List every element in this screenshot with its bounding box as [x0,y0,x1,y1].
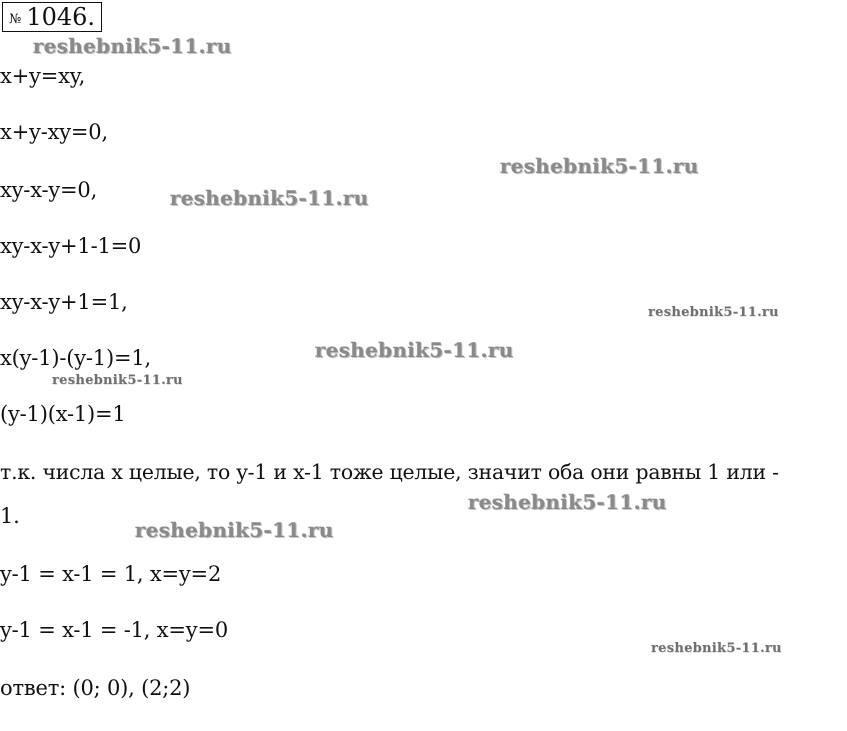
equation-line: xy-x-y+1=1, [0,290,128,314]
watermark: reshebnik5-11.ru [651,641,782,656]
equation-line: xy-x-y+1-1=0 [0,234,142,258]
solution-line: y-1 = x-1 = 1, x=y=2 [0,562,222,586]
watermark: reshebnik5-11.ru [315,338,514,362]
problem-number-box [2,2,102,32]
watermark: reshebnik5-11.ru [135,518,334,542]
equation-line: x+y=xy, [0,64,86,88]
watermark: reshebnik5-11.ru [170,186,369,210]
number-sign: № [9,11,22,27]
equation-line: x+y-xy=0, [0,120,108,144]
equation-line: x(y-1)-(y-1)=1, [0,346,151,370]
problem-number: 1046. [26,3,96,31]
answer-line: ответ: (0; 0), (2;2) [0,676,191,700]
equation-line: (y-1)(x-1)=1 [0,402,126,426]
explanation-line: т.к. числа x целые, то y-1 и x-1 тоже целые, значит оба они равны 1 или - [0,460,779,484]
watermark: reshebnik5-11.ru [468,490,667,514]
watermark: reshebnik5-11.ru [648,305,779,320]
watermark: reshebnik5-11.ru [500,154,699,178]
equation-line: xy-x-y=0, [0,178,98,202]
watermark: reshebnik5-11.ru [52,373,183,388]
watermark: reshebnik5-11.ru [33,34,232,58]
explanation-line: 1. [0,504,20,528]
solution-line: y-1 = x-1 = -1, x=y=0 [0,618,229,642]
